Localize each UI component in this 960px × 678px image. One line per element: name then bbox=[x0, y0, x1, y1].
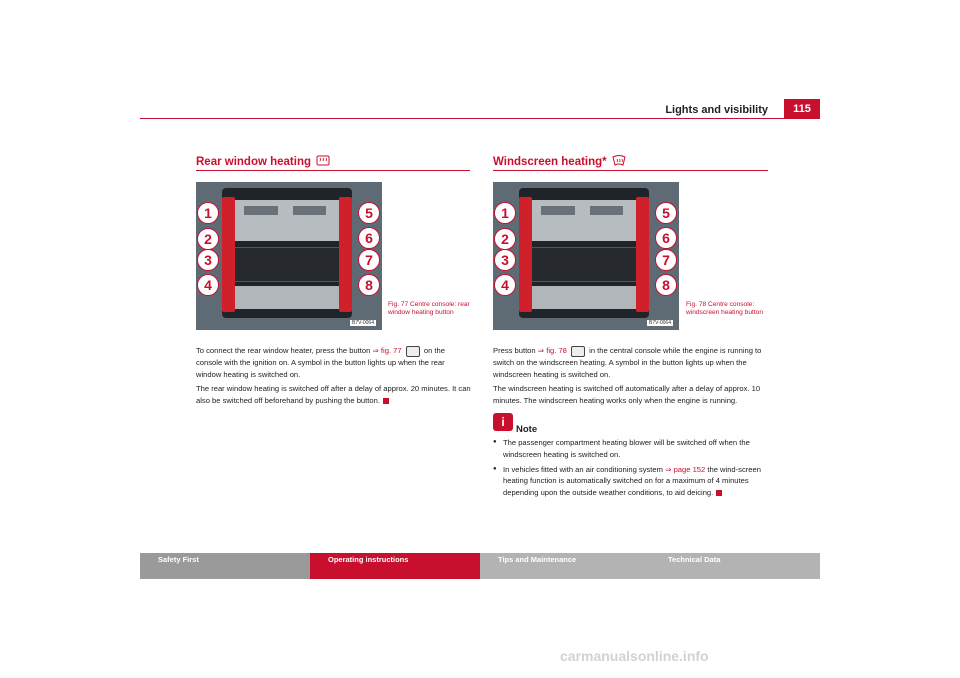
note-icon: i bbox=[493, 413, 513, 431]
end-of-section-mark bbox=[716, 490, 722, 496]
footer-tab-tips-maintenance[interactable]: Tips and Maintenance bbox=[480, 553, 650, 579]
callout-2: 2 bbox=[197, 228, 219, 250]
header-rule bbox=[140, 118, 820, 119]
footer-tab-technical-data[interactable]: Technical Data bbox=[650, 553, 820, 579]
callout-3: 3 bbox=[494, 249, 516, 271]
callout-4: 4 bbox=[197, 274, 219, 296]
running-header-title: Lights and visibility bbox=[665, 104, 768, 116]
callout-6: 6 bbox=[655, 227, 677, 249]
section-heading-windscreen bbox=[493, 155, 626, 168]
fig-reference[interactable]: ⇒ fig. 78 bbox=[537, 346, 567, 355]
heading-text: Rear window heating bbox=[196, 156, 312, 168]
end-of-section-mark bbox=[383, 398, 389, 404]
callout-7: 7 bbox=[655, 249, 677, 271]
callout-6: 6 bbox=[358, 227, 380, 249]
rear-window-body: To connect the rear window heater, press the button ⇒ fig. 77 on the console with the ignition on. A symbol in the button lights up when the rear window heating is switched on. The rear window heating is switched off after a delay of approx. 20 minutes. It can also be switched off beforehand by pushing the button. bbox=[196, 346, 471, 406]
callout-1: 1 bbox=[494, 202, 516, 224]
note-bullet: ● In vehicles fitted with an air conditioning system ⇒ page 152 the wind-screen heating function is automatically switched on for a maximum of 4 minutes depending upon the outside weather conditions, to aid deicing. bbox=[493, 464, 769, 499]
section-heading-rear-window bbox=[196, 155, 330, 168]
note-title: Note bbox=[516, 424, 538, 435]
callout-2: 2 bbox=[494, 228, 516, 250]
centre-console-photo bbox=[196, 182, 382, 330]
page-number: 115 bbox=[784, 99, 820, 119]
centre-console-photo bbox=[493, 182, 679, 330]
rear-window-button-icon bbox=[406, 346, 420, 357]
figure-caption-77: Fig. 77 Centre console: rear window heating button bbox=[388, 301, 470, 317]
note-body bbox=[493, 437, 769, 502]
rear-window-heating-icon bbox=[316, 155, 330, 166]
callout-7: 7 bbox=[358, 249, 380, 271]
page-reference[interactable]: ⇒ page 152 bbox=[665, 464, 706, 474]
callout-8: 8 bbox=[358, 274, 380, 296]
figure-caption-78: Fig. 78 Centre console: windscreen heating button bbox=[686, 301, 763, 317]
callout-1: 1 bbox=[197, 202, 219, 224]
callout-4: 4 bbox=[494, 274, 516, 296]
callout-5: 5 bbox=[358, 202, 380, 224]
callout-8: 8 bbox=[655, 274, 677, 296]
callout-3: 3 bbox=[197, 249, 219, 271]
image-code: B7V-0064 bbox=[352, 320, 374, 326]
fig-reference[interactable]: ⇒ fig. 77 bbox=[372, 346, 402, 355]
callout-5: 5 bbox=[655, 202, 677, 224]
note-bullet: ● The passenger compartment heating blower will be switched off when the windscreen heating is switched on. bbox=[493, 437, 769, 461]
image-code: B7V-0064 bbox=[649, 320, 671, 326]
heading-text: Windscreen heating* bbox=[493, 156, 607, 168]
section-rule bbox=[196, 170, 470, 171]
windscreen-button-icon bbox=[571, 346, 585, 357]
windscreen-body: Press button ⇒ fig. 78 in the central console while the engine is running to switch on the windscreen heating. A symbol in the button lights up when the windscreen heating is switched on. The windscreen heating is switched off automatically after a delay of approx. 10 minutes. The windscreen heating works only when the engine is running. bbox=[493, 346, 762, 406]
footer-tab-operating-instructions[interactable]: Operating instructions bbox=[310, 553, 480, 579]
footer-tab-safety-first[interactable]: Safety First bbox=[140, 553, 310, 579]
windscreen-heating-icon bbox=[612, 155, 626, 166]
section-rule bbox=[493, 170, 768, 171]
watermark: carmanualsonline.info bbox=[560, 648, 709, 664]
